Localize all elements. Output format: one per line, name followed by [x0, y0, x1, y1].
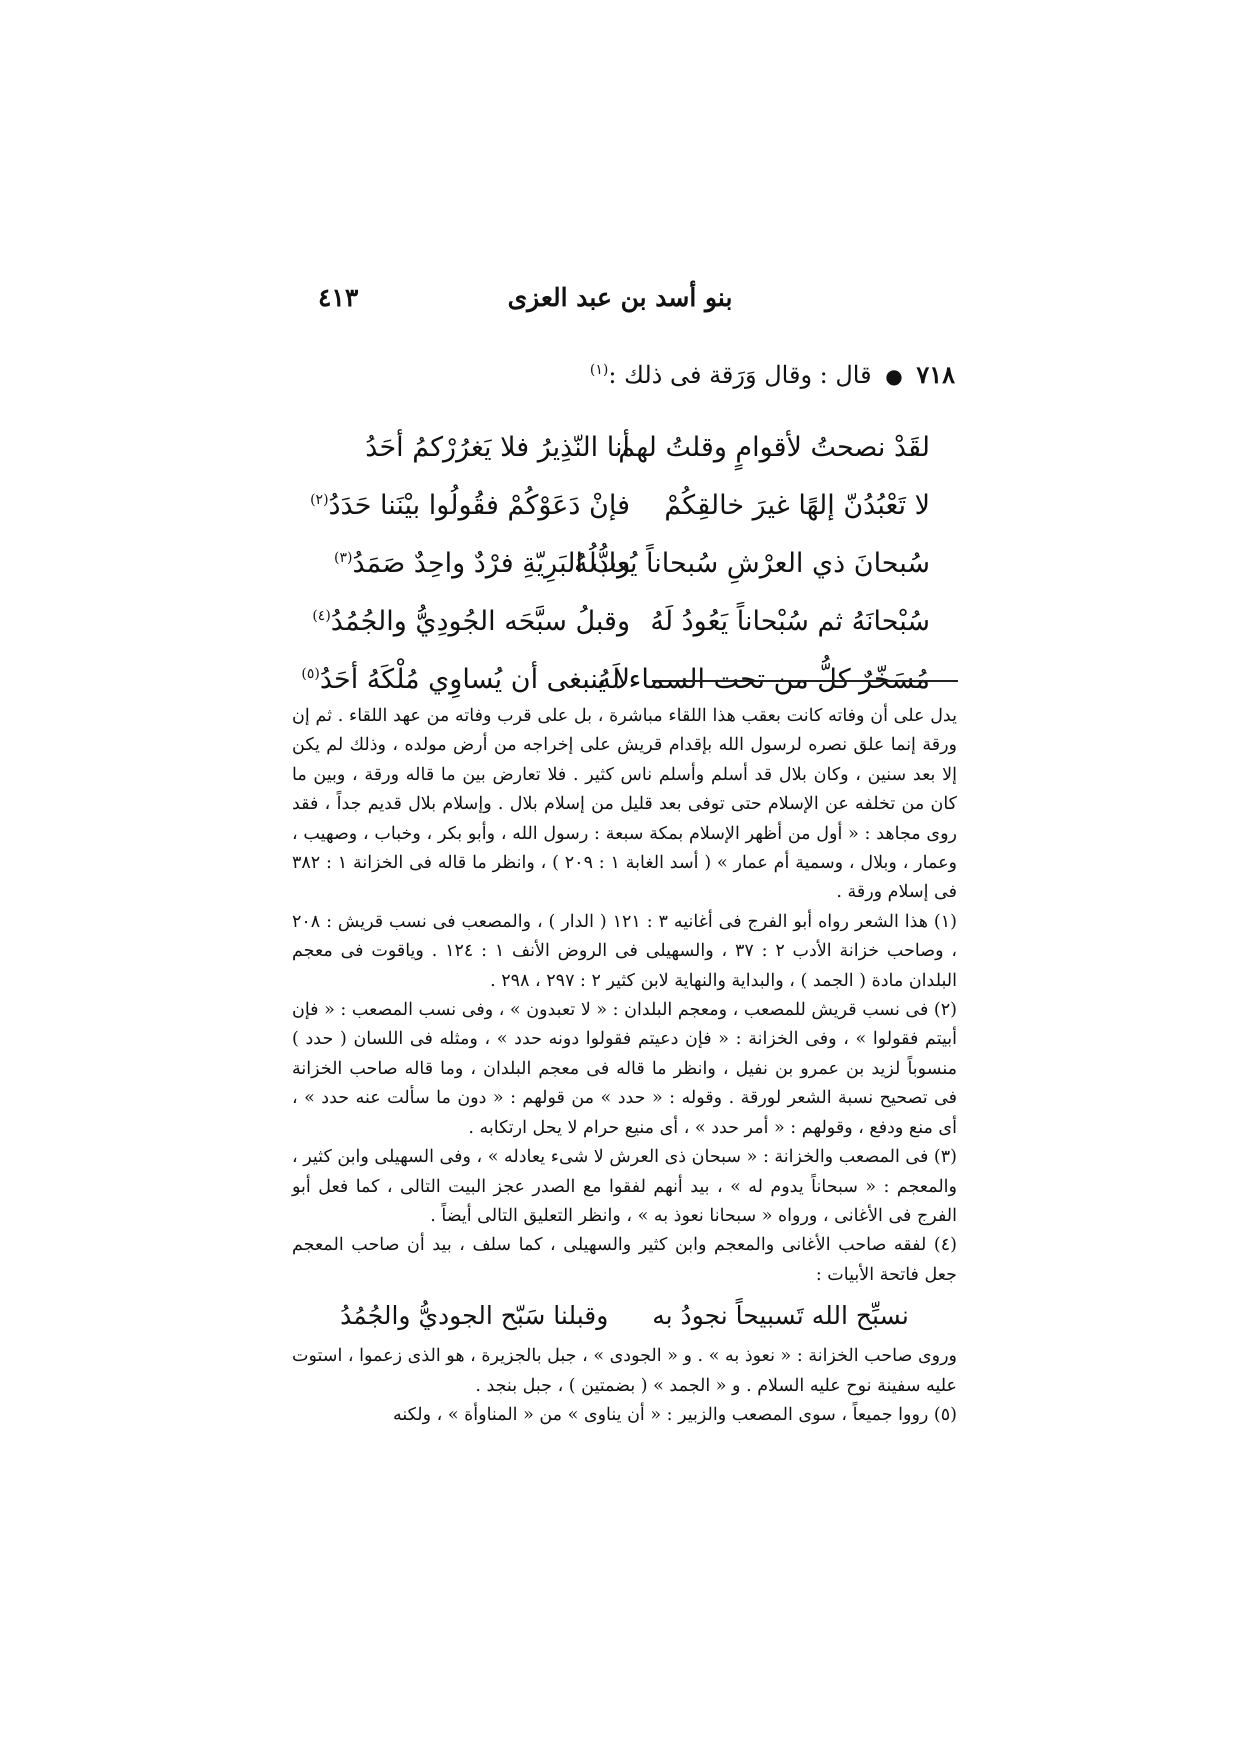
footnote-divider	[652, 680, 958, 682]
verse-first-hemistich: لقَدْ نصحتُ لأقوامٍ وقلتُ لهم	[618, 431, 930, 463]
quoted-verse-second: وقبلنا سَبّح الجوديُّ والجُمُدُ	[340, 1301, 609, 1331]
verse-second-text: وقبلُ سبَّحَه الجُودِيُّ والجُمُدُ	[330, 605, 630, 637]
bullet-icon: ●	[885, 364, 903, 388]
footnote-3: (٣) فى المصعب والخزانة : « سبحان ذى العرش لا شىء يعادله » ، وفى السهيلى وابن كثير ، والمعجم : « سبحاناً يدوم له » ، بيد أنهم لفقوا مع الصدر عجز البيت التالى ، كما فعل أبو الفرج فى الأغانى ، ورواه « سبحانا نعوذ به » ، وانظر التعليق التالى أيضاً .	[292, 1147, 957, 1226]
poem-verse	[330, 418, 930, 476]
poem-verse	[301, 650, 930, 708]
quoted-verse-first: نسبِّح الله تَسبيحاً نجودُ به	[652, 1301, 909, 1331]
verse-first-hemistich: مُسَخّرٌ كلُّ من تحت السماء لَهُ	[597, 663, 930, 695]
footnotes	[292, 702, 957, 1430]
poem-verse	[330, 534, 930, 592]
footnote-ref: (٢)	[310, 491, 329, 508]
poem-verse	[310, 476, 930, 534]
verse-second-hemistich	[310, 489, 630, 521]
verse-second-hemistich	[301, 663, 630, 695]
footnote-2: (٢) فى نسب قريش للمصعب ، ومعجم البلدان : « لا تعبدون » ، وفى نسب المصعب : « فإن أبيتم فقولوا » ، وفى الخزانة : « فإن دعيتم فقولوا دونه حدد » ، ومثله فى اللسان ( حدد ) منسوباً لزيد بن عمرو بن نفيل ، وانظر ما قاله فى معجم البلدان ، وما قاله صاحب الخزانة فى تصحيح نسبة الشعر لورقة . وقوله : « حدد » من قولهم : « دون ما سألت عنه حدد » ، أى منع ودفع ، وقولهم : « أمر حدد » ، أى منيع حرام لا يحل ارتكابه .	[292, 1000, 957, 1138]
verse-second-text: أنا النّذِيرُ فلا يَغرُرْكمُ أحَدُ	[365, 431, 630, 463]
footnote-ref: (٤)	[312, 607, 331, 624]
quoted-verse	[292, 1290, 957, 1342]
verse-first-hemistich: لا تَعْبُدُنّ إلهًا غيرَ خالقِكُمْ	[664, 489, 930, 521]
verse-first-hemistich: سُبْحانَهُ ثم سُبْحاناً يَعُودُ لَهُ	[650, 605, 930, 637]
poem-verse	[312, 592, 930, 650]
paragraph-number: ٧١٨	[916, 360, 955, 389]
footnote-ref: (٥)	[301, 665, 320, 682]
footnote-ref: (١)	[589, 362, 609, 378]
verse-second-hemistich	[330, 548, 630, 579]
footnote-ref: (٣)	[334, 549, 353, 566]
page-number: ٤١٣	[318, 283, 359, 312]
intro-text: قال : وقال وَرَقة فى ذلك :	[608, 361, 872, 389]
verse-first-hemistich: سُبحانَ ذي العرْشِ سُبحاناً يُعادلُهُ	[573, 547, 930, 579]
footnote-4-continuation: وروى صاحب الخزانة : « نعوذ به » . و « الجودى » ، جبل بالجزيرة ، هو الذى زعموا ، استوت عليه سفينة نوح عليه السلام . و « الجمد » ( بضمتين ) ، جبل بنجد .	[292, 1346, 957, 1396]
footnote-4: (٤) لفقه صاحب الأغانى والمعجم وابن كثير والسهيلى ، كما سلف ، بيد أن صاحب المعجم جعل فاتحة الأبيات :	[292, 1235, 957, 1285]
verse-second-text: لا ينبغى أن يُساوِي مُلْكَهُ أحَدُ	[319, 663, 630, 695]
verse-second-hemistich	[330, 432, 630, 463]
poem	[301, 418, 930, 708]
verse-second-hemistich	[312, 605, 630, 637]
page-header-title: بنو أسد بن عبد العزى	[507, 283, 733, 312]
footnote-continuation: يدل على أن وفاته كانت بعقب هذا اللقاء مباشرة ، بل على قرب وفاته من عهد اللقاء . ثم إن ورقة إنما علق نصره لرسول الله بإقدام قريش على إخراجه من أرض مولده ، وذلك لم يكن إلا بعد سنين ، وكان بلال قد أسلم وأسلم ناس كثير . فلا تعارض بين ما قاله ورقة ، وبين ما كان من تخلفه عن الإسلام حتى توفى بعد قليل من إسلام بلال . وإسلام بلال قديم جداً ، فقد روى مجاهد : « أول من أظهر الإسلام بمكة سبعة : رسول الله ، وأبو بكر ، وخباب ، وصهيب ، وعمار ، وبلال ، وسمية أم عمار » ( أسد الغابة ١ : ٢٠٩ ) ، وانظر ما قاله فى الخزانة ١ : ٣٨٢ فى إسلام ورقة .	[292, 706, 957, 903]
verse-second-text: فإنْ دَعَوْكُمْ فقُولُوا بيْنَنا حَدَدُ	[328, 489, 630, 521]
poem-intro	[560, 360, 955, 389]
verse-second-text: ربُّ البَرِيّةِ فرْدٌ واحِدٌ صَمَدُ	[352, 547, 630, 579]
footnote-5: (٥) رووا جميعاً ، سوى المصعب والزبير : « أن يناوى » من « المناوأة » ، ولكنه	[392, 1404, 957, 1425]
footnote-1: (١) هذا الشعر رواه أبو الفرج فى أغانيه ٣ : ١٢١ ( الدار ) ، والمصعب فى نسب قريش : ٢٠٨ ، وصاحب خزانة الأدب ٢ : ٣٧ ، والسهيلى فى الروض الأنف ١ : ١٢٤ . وياقوت فى معجم البلدان مادة ( الجمد ) ، والبداية والنهاية لابن كثير ٢ : ٢٩٧ ، ٢٩٨ .	[292, 911, 957, 991]
